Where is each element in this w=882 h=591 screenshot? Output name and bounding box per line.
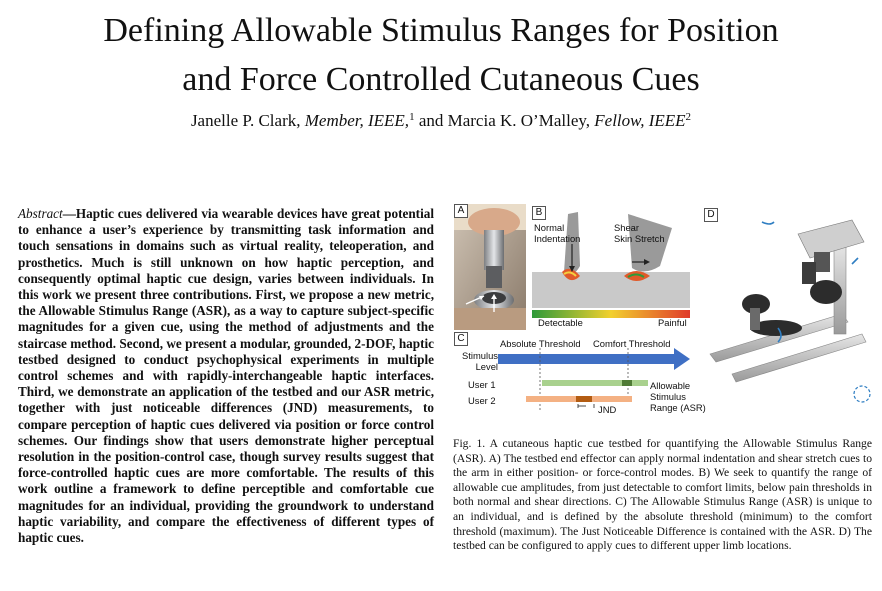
author-1-role: Member, IEEE,	[304, 111, 410, 130]
absolute-threshold-label: Absolute Threshold	[500, 338, 581, 349]
author-1-name: Janelle P. Clark,	[190, 111, 301, 130]
end-effector-photo	[454, 204, 526, 330]
normal-indentation-label	[534, 222, 580, 244]
author-1-affil: 1	[409, 111, 415, 123]
normal-label-line2: Indentation	[534, 233, 581, 244]
abstract-body: —Haptic cues delivered via wearable devices have great potential to enhance a user’s experience by transmitting task information and touch sensations in domains such as virtual reality, teleoperation, and prosthetics. Much is still unknown on how haptic perception, and consequently optimal haptic cue design, varies between individuals. In this work we present three contributions. First, we propose a new metric, the Allowable Stimulus Range (ASR), as a way to capture subject-specific magnitudes for a given cue, using the method of adjustments and the staircase method. Second, we present a modular, grounded, 2-DOF, haptic testbed designed to conduct psychophysical experiments in multiple control schemes and with rapidly-interchangeable haptic interfaces. Third, we demonstrate an application of the testbed and our ASR metric, together with just noticeable differences (JND) measurements, to compare perception of haptic cues delivered via position or force control schemes. Our findings show that users demonstrate higher perceptual resolution in the position-control case, though survey results suggest that force-controlled haptic cues are more comfortable. The results of this work outline a framework to define perceptible and comfortable cue magnitudes for an individual, providing the groundwork to understand haptic variability, and compare the effectiveness of different types of haptic cues.	[18, 206, 434, 546]
user1-label: User 1	[468, 379, 496, 390]
panel-d-label: D	[704, 208, 718, 222]
figure-1	[452, 202, 877, 424]
user1-range-bar	[542, 380, 648, 386]
panel-c-label: C	[454, 332, 468, 346]
stimulus-label-line2: Level	[475, 361, 498, 372]
author-line	[0, 106, 882, 132]
painful-label: Painful	[658, 317, 687, 328]
abstract	[18, 206, 434, 546]
author-2-name: and Marcia K. O’Malley,	[418, 111, 591, 130]
panel-a-label: A	[454, 204, 468, 218]
asr-label-line1: Allowable	[650, 380, 691, 391]
panel-b-label: B	[532, 206, 546, 220]
author-2-role: Fellow, IEEE	[594, 111, 686, 130]
user2-jnd-bar	[576, 396, 592, 402]
panel-b-illustration	[532, 206, 690, 328]
shear-label-line1: Shear	[614, 222, 640, 233]
asr-label	[650, 380, 706, 413]
title-line-1: Defining Allowable Stimulus Ranges for Position	[103, 12, 779, 49]
normal-label-line1: Normal	[534, 222, 565, 233]
stimulus-level-label	[458, 350, 498, 372]
user1-jnd-bar	[622, 380, 632, 386]
stimulus-label-line1: Stimulus	[462, 350, 498, 361]
title-line-2: and Force Controlled Cutaneous Cues	[182, 61, 700, 98]
author-2-affil: 2	[685, 111, 692, 123]
stimulus-level-arrow	[498, 348, 690, 370]
jnd-label: JND	[598, 404, 617, 415]
comfort-threshold-label: Comfort Threshold	[593, 338, 671, 349]
abstract-lead: Abstract	[18, 206, 63, 221]
figure-caption: Fig. 1. A cutaneous haptic cue testbed for quantifying the Allowable Stimulus Range (ASR). A) The testbed end effector can apply normal indentation and shear stretch cues to the arm in either position- or force-control modes. B) We seek to quantify the range of allowable cue amplitudes, from just detectable to comfort limits, below pain thresholds in both normal and shear directions. C) The Allowable Stimulus Range (ASR) is unique to an individual, and is defined by the absolute threshold (minimum) to the comfort threshold (maximum). The Just Noticeable Difference is contained with the ASR. D) The testbed can be configured to apply cues to different upper limb locations.	[453, 437, 872, 553]
user2-label: User 2	[468, 395, 496, 406]
asr-label-line2: Stimulus	[650, 391, 686, 402]
testbed-render	[702, 204, 876, 414]
panel-a-photo	[454, 204, 526, 330]
shear-skin-stretch-label	[614, 222, 665, 244]
shear-label-line2: Skin Stretch	[614, 233, 665, 244]
panel-d-testbed-render	[702, 204, 876, 414]
panel-c-asr-diagram	[454, 332, 706, 420]
detectable-label: Detectable	[538, 317, 583, 328]
asr-label-line3: Range (ASR)	[650, 402, 706, 413]
paper-title	[0, 6, 882, 104]
